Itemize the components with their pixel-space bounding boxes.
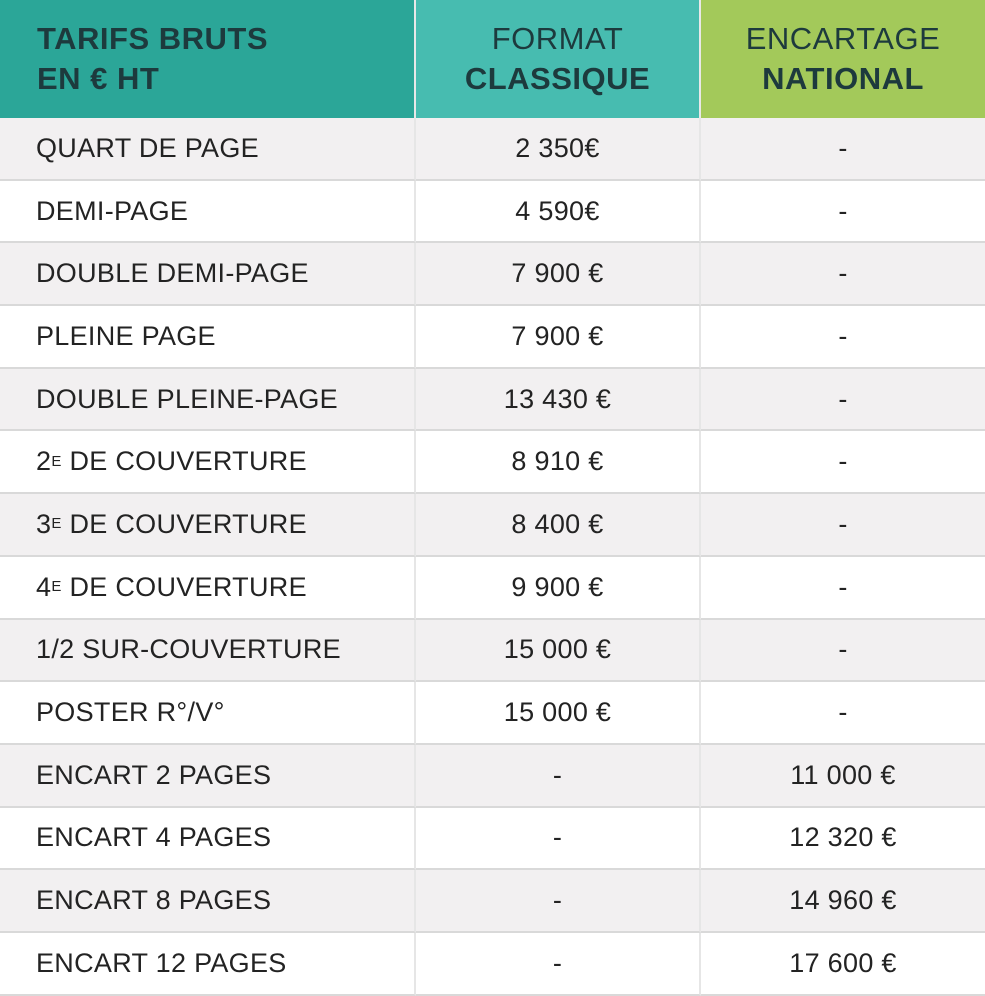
header-format-classique: [416, 0, 701, 118]
cell-format-classique: 8 400 €: [416, 494, 701, 557]
cell-format-classique: 15 000 €: [416, 682, 701, 745]
header-encartage-line1: ENCARTAGE: [745, 21, 941, 56]
cell-format-classique: -: [416, 745, 701, 808]
cell-format-classique: 4 590€: [416, 181, 701, 244]
cell-format-classique: 8 910 €: [416, 431, 701, 494]
row-label: [0, 620, 416, 683]
cell-encartage-national: 17 600 €: [701, 933, 985, 996]
row-label: [0, 808, 416, 871]
row-label-text: DEMI-PAGE: [36, 195, 189, 226]
cell-encartage-national: -: [701, 620, 985, 683]
row-label: [0, 870, 416, 933]
header-tarifs-line2: EN € HT: [37, 61, 160, 96]
cell-format-classique: -: [416, 870, 701, 933]
header-tarifs-line1: TARIFS BRUTS: [37, 21, 269, 56]
header-tarifs: [0, 0, 416, 118]
cell-format-classique: 2 350€: [416, 118, 701, 181]
cell-format-classique: -: [416, 933, 701, 996]
row-label: [0, 682, 416, 745]
cell-format-classique: 15 000 €: [416, 620, 701, 683]
row-label-text: QUART DE PAGE: [36, 132, 259, 163]
row-label-text: 1/2 SUR-COUVERTURE: [36, 634, 341, 665]
row-label: [0, 933, 416, 996]
row-label: [0, 369, 416, 432]
row-label-rest: DE COUVERTURE: [61, 446, 307, 477]
cell-encartage-national: -: [701, 557, 985, 620]
row-label-text: POSTER R°/V°: [36, 697, 225, 728]
cell-encartage-national: 14 960 €: [701, 870, 985, 933]
row-label-text: PLEINE PAGE: [36, 320, 216, 351]
header-format-line1: FORMAT: [491, 21, 624, 56]
row-label: [0, 243, 416, 306]
cell-encartage-national: -: [701, 118, 985, 181]
cell-encartage-national: -: [701, 431, 985, 494]
row-label: [0, 118, 416, 181]
row-label-text: DOUBLE PLEINE-PAGE: [36, 383, 338, 414]
cell-format-classique: 13 430 €: [416, 369, 701, 432]
row-label-text: 4: [36, 571, 52, 602]
row-label-text: ENCART 2 PAGES: [36, 759, 272, 790]
row-label: 4 E DE COUVERTURE: [0, 557, 416, 620]
row-label: 2 E DE COUVERTURE: [0, 431, 416, 494]
row-label-text: 3: [36, 508, 52, 539]
cell-encartage-national: -: [701, 306, 985, 369]
cell-encartage-national: -: [701, 243, 985, 306]
row-label-rest: DE COUVERTURE: [61, 508, 307, 539]
row-label-text: 2: [36, 446, 52, 477]
cell-format-classique: 9 900 €: [416, 557, 701, 620]
row-label: 3 E DE COUVERTURE: [0, 494, 416, 557]
cell-encartage-national: 11 000 €: [701, 745, 985, 808]
row-label-text: ENCART 8 PAGES: [36, 885, 272, 916]
row-label: [0, 181, 416, 244]
cell-encartage-national: -: [701, 369, 985, 432]
row-label: [0, 306, 416, 369]
cell-encartage-national: -: [701, 181, 985, 244]
cell-format-classique: 7 900 €: [416, 306, 701, 369]
header-encartage-national: [701, 0, 985, 118]
row-label: [0, 745, 416, 808]
header-format-line2: CLASSIQUE: [464, 61, 651, 96]
cell-encartage-national: 12 320 €: [701, 808, 985, 871]
cell-format-classique: -: [416, 808, 701, 871]
cell-encartage-national: -: [701, 682, 985, 745]
row-label-text: DOUBLE DEMI-PAGE: [36, 258, 309, 289]
row-label-text: ENCART 12 PAGES: [36, 947, 287, 978]
row-label-rest: DE COUVERTURE: [61, 571, 307, 602]
cell-encartage-national: -: [701, 494, 985, 557]
cell-format-classique: 7 900 €: [416, 243, 701, 306]
header-encartage-line2: NATIONAL: [762, 61, 924, 96]
row-label-text: ENCART 4 PAGES: [36, 822, 272, 853]
